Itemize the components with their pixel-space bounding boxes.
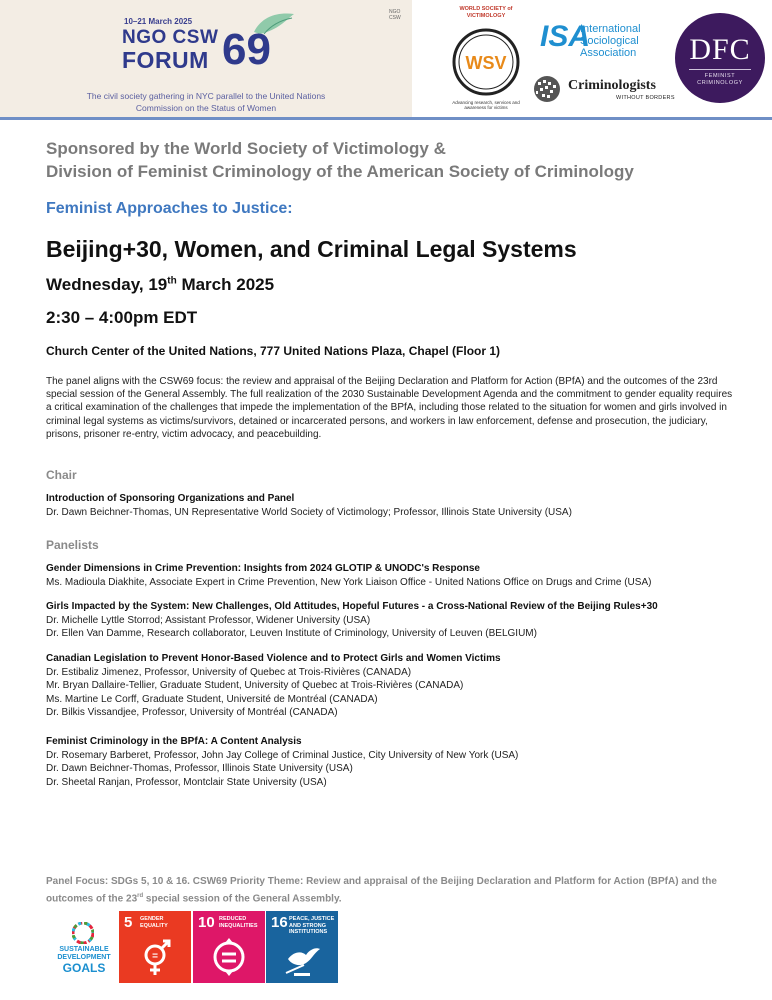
- panel-topic: Girls Impacted by the System: New Challenges, Old Attitudes, Hopeful Futures - a Cross-National Review of the Beijing Rules+30: [46, 601, 658, 612]
- ngo-csw-mark: NGO CSW: [389, 9, 401, 21]
- event-subtitle: Feminist Approaches to Justice:: [46, 200, 293, 217]
- reduced-inequalities-icon: [209, 937, 249, 979]
- event-description: The panel aligns with the CSW69 focus: the review and appraisal of the Beijing Declaration and Platform for Action (BPfA) and the outcomes of the 23rd special session of the General Assembly. The full realization of the 2030 Sustainable Development Agenda and the commitment to gender equality requires a critical examination of the challenges that impede the implementation of the BPfA, including those related to the situation for women and girls involved in criminal legal systems as victims/survivors, detained or incarcerated persons, and workers in law enforcement, defense and prosecution, the judiciary, prisons, prisoner re-entry, victim advocacy, and peacebuilding.: [46, 376, 733, 440]
- sdg-tile-5: [119, 911, 191, 983]
- forum-tagline: [0, 90, 412, 114]
- sdg-logo-line3: GOALS: [62, 961, 106, 975]
- panelist: Dr. Michelle Lyttle Storrod; Assistant Professor, Widener University (USA): [46, 614, 371, 626]
- isa-name-line1: International: [580, 23, 641, 35]
- panel-focus: [46, 875, 736, 906]
- sdg-logo-line1: SUSTAINABLE: [59, 946, 109, 953]
- date-month-year: March 2025: [176, 275, 275, 294]
- dfc-sub: [675, 73, 765, 87]
- panel-topic: Gender Dimensions in Crime Prevention: Insights from 2024 GLOTIP & UNODC's Response: [46, 563, 480, 574]
- sdg-number: 16: [271, 914, 288, 931]
- wsv-top-line1: WORLD SOCIETY of: [459, 6, 513, 12]
- wsv-tagline: [446, 100, 526, 110]
- panelist: Ms. Madioula Diakhite, Associate Expert in Crime Prevention, New York Liaison Office - United Nations Office on Drugs and Crime (USA): [46, 576, 652, 588]
- sdg-logo: [52, 922, 116, 984]
- sdg-label-line1: REDUCED: [219, 916, 247, 922]
- chair-person: Dr. Dawn Beichner-Thomas, UN Representative World Society of Victimology; Professor, Illinois State University (USA): [46, 506, 572, 518]
- wsv-mark: WSV: [465, 53, 507, 73]
- chair-heading: Chair: [46, 468, 77, 482]
- panelist: Dr. Sheetal Ranjan, Professor, Montclair State University (USA): [46, 776, 327, 788]
- sdg-label: [289, 916, 334, 936]
- sdg-label-line1: GENDER: [140, 916, 164, 922]
- wsv-logo: [446, 6, 526, 116]
- ngo-csw-forum-banner: [0, 0, 412, 118]
- sdg-number: 10: [198, 914, 215, 931]
- isa-name: [580, 23, 641, 59]
- sdg-logo-text: [52, 946, 116, 975]
- dfc-letters: DFC: [689, 33, 751, 66]
- wsv-top-text: [446, 6, 526, 20]
- sdg-label: [140, 916, 168, 929]
- sponsor-line1: Sponsored by the World Society of Victimology &: [46, 139, 446, 158]
- event-date: [46, 275, 274, 295]
- panel-block-2: [46, 600, 746, 641]
- event-venue: Church Center of the United Nations, 777 United Nations Plaza, Chapel (Floor 1): [46, 344, 501, 358]
- date-suffix: th: [167, 275, 177, 287]
- focus-suffix: rd: [137, 893, 144, 899]
- sdg-tile-16: [266, 911, 338, 983]
- dfc-sub-line2: CRIMINOLOGY: [697, 80, 743, 86]
- sdg-label-line2: INEQUALITIES: [219, 922, 258, 929]
- sdg-wheel-icon: [72, 922, 94, 944]
- sdg-logo-line2: DEVELOPMENT: [57, 954, 111, 961]
- date-day: Wednesday, 19: [46, 275, 168, 294]
- gender-equality-icon: [135, 937, 175, 979]
- event-title: Beijing+30, Women, and Criminal Legal Systems: [46, 236, 577, 262]
- sponsor-line2: Division of Feminist Criminology of the American Society of Criminology: [46, 162, 634, 181]
- panel-topic: Canadian Legislation to Prevent Honor-Based Violence and to Protect Girls and Women Victims: [46, 653, 501, 664]
- wsv-seal-icon: [452, 28, 520, 96]
- forum-dates: 10–21 March 2025: [124, 17, 193, 26]
- focus-text-end: special session of the General Assembly.: [143, 893, 342, 905]
- dfc-divider: [689, 69, 751, 70]
- forum-title-line2: FORUM: [122, 47, 209, 73]
- panelists-heading: Panelists: [46, 538, 99, 552]
- panelist: Dr. Bilkis Vissandjee, Professor, University of Montréal (CANADA): [46, 707, 338, 718]
- dfc-logo: [675, 13, 765, 103]
- panelist: Dr. Rosemary Barberet, Professor, John Jay College of Criminal Justice, City University of New York (USA): [46, 749, 519, 761]
- panel-block-4: [46, 735, 746, 789]
- panelist: Dr. Dawn Beichner-Thomas, Professor, Illinois State University (USA): [46, 763, 353, 774]
- wsv-top-line2: VICTIMOLOGY: [466, 13, 506, 19]
- isa-mark: ISA: [540, 20, 591, 53]
- panel-topic: Feminist Criminology in the BPfA: A Content Analysis: [46, 736, 302, 747]
- cwb-name: Criminologists: [568, 78, 656, 93]
- event-time: 2:30 – 4:00pm EDT: [46, 308, 198, 327]
- sdg-tile-10: [193, 911, 265, 983]
- sdg-label-line2: AND STRONG: [289, 922, 326, 929]
- panelist: Ms. Martine Le Corff, Graduate Student, Université de Montréal (CANADA): [46, 693, 378, 705]
- panelist: Dr. Ellen Van Damme, Research collaborator, Leuven Institute of Criminology, University of Leuven (BELGIUM): [46, 628, 537, 639]
- forum-number: 69: [222, 25, 271, 74]
- isa-name-line3: Association: [580, 47, 637, 59]
- isa-name-line2: Sociological: [580, 35, 639, 47]
- dfc-sub-line1: FEMINIST: [704, 73, 736, 79]
- cwb-sub: WITHOUT BORDERS: [616, 95, 675, 101]
- sdg-number: 5: [124, 914, 133, 931]
- svg-text:=: =: [152, 951, 158, 962]
- peace-dove-icon: [282, 937, 322, 979]
- sdg-label-line2: EQUALITY: [140, 922, 168, 929]
- header-divider: [0, 117, 772, 120]
- panel-block-3: [46, 652, 746, 720]
- wsv-tagline-line1: Advancing research, services and: [452, 100, 520, 105]
- forum-tagline-line1: The civil society gathering in NYC parallel to the United Nations: [86, 91, 326, 101]
- globe-icon: [532, 74, 562, 104]
- sdg-label: [219, 916, 258, 929]
- panel-block-1: [46, 562, 746, 589]
- criminologists-without-borders-logo: [532, 72, 682, 106]
- sdg-label-line3: INSTITUTIONS: [289, 929, 328, 935]
- chair-block: [46, 492, 746, 519]
- wsv-tagline-line2: awareness for victims: [464, 105, 508, 110]
- panelist: Mr. Bryan Dallaire-Tellier, Graduate Student, University of Quebec at Trois-Rivières (CANADA): [46, 680, 464, 691]
- isa-logo: [540, 18, 670, 70]
- focus-text: Panel Focus: SDGs 5, 10 & 16. CSW69 Priority Theme: Review and appraisal of the Beijing Declaration and Platform for Action (BPfA) and the outcomes of the 23: [46, 876, 717, 905]
- forum-tagline-line2: Commission on the Status of Women: [135, 103, 277, 113]
- chair-topic: Introduction of Sponsoring Organizations and Panel: [46, 493, 295, 504]
- panelist: Dr. Estibaliz Jimenez, Professor, University of Quebec at Trois-Rivières (CANADA): [46, 666, 412, 678]
- sdg-label-line1: PEACE, JUSTICE: [289, 916, 335, 922]
- sponsor-text: [46, 137, 634, 183]
- forum-title-line1: NGO CSW: [122, 27, 219, 48]
